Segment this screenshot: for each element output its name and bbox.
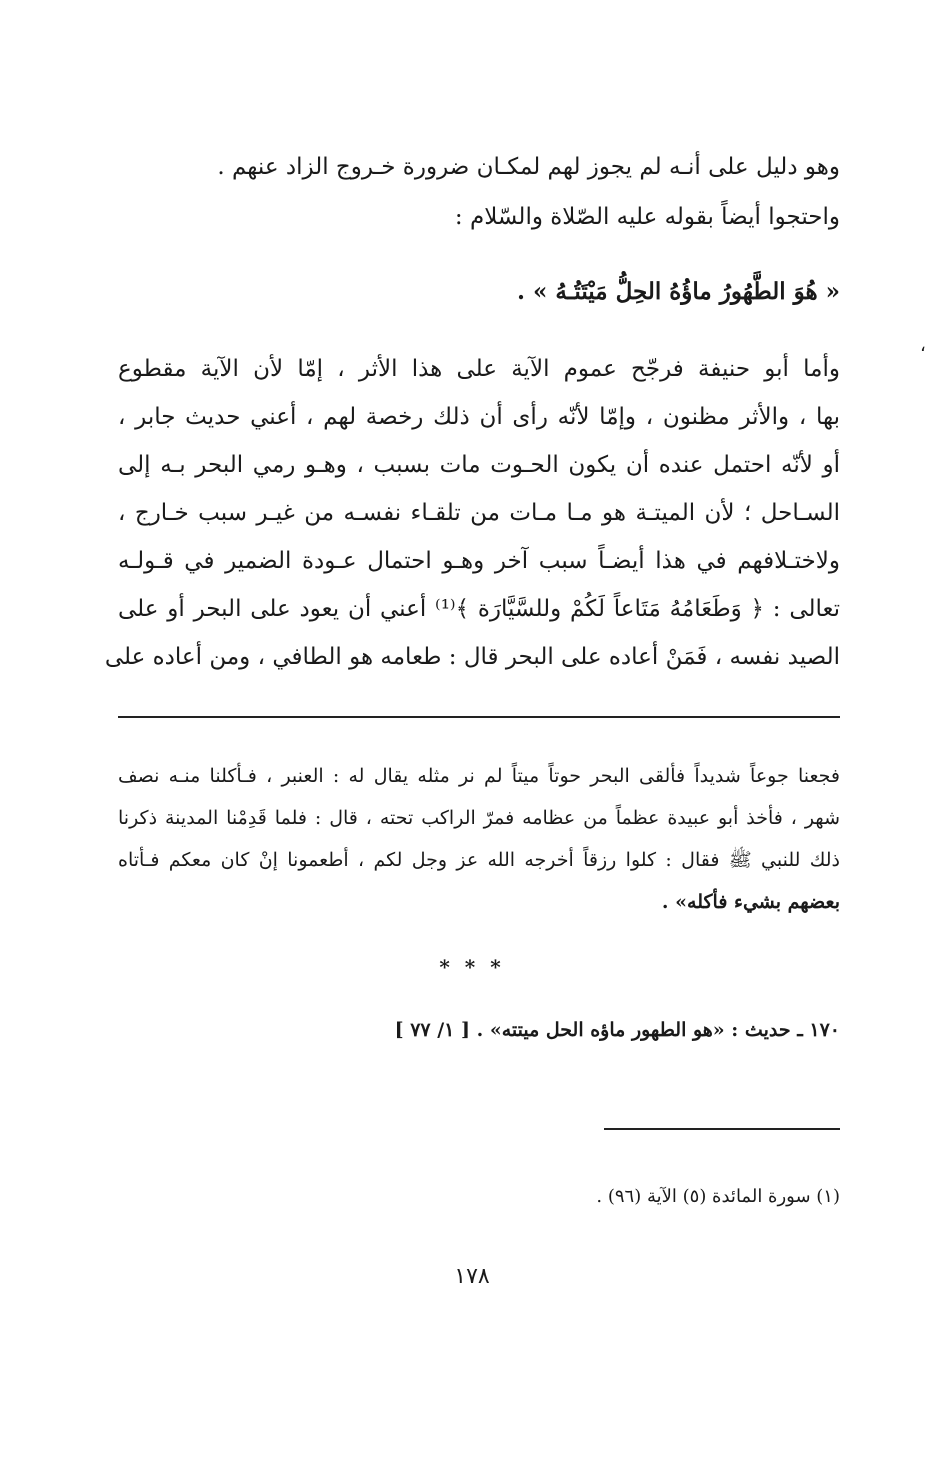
para-line-4: السـاحل ؛ لأن الميتـة هو مـا مـات من تلقـاء نفسـه من غيـر سبب خـارج ،	[118, 500, 840, 526]
note-line-3: ذلك للنبي ﷺ فقال : كلوا رزقاً أخرجه الله عز وجل لكم ، أطعمونا إنْ كان معكم فـأتاه	[118, 849, 840, 871]
para-line-6: تعالى : ﴿ وَطَعَامُهُ مَتَاعاً لَكُمْ وللسَّيَّارَة ﴾⁽¹⁾ أعني أن يعود على البحر أو على	[118, 596, 841, 622]
note-line-4: بعضهم بشيء فأكله» .	[661, 891, 840, 913]
para-line-2: بها ، والأثر مظنون ، وإمّا لأنّه رأى أن ذلك رخصة لهم ، أعني حديث جابر ،	[118, 404, 840, 430]
body-line-1: وهو دليل على أنـه لم يجوز لهم لمكـان ضرورة خـروج الزاد عنهم .	[217, 154, 840, 180]
note-line-2: شهر ، فأخذ أبو عبيدة عظماً من عظامه فمرّ الراكب تحته ، قال : فلما قَدِمْنا المدينة ذكرنا	[118, 807, 840, 829]
body-line-2: واحتجوا أيضاً بقوله عليه الصّلاة والسّلام :	[454, 204, 840, 230]
main-separator-rule	[118, 716, 840, 718]
hadith-reference: ١٧٠ ـ حديث : «هو الطهور ماؤه الحل ميتته» . [ ١/ ٧٧ ]	[394, 1019, 840, 1041]
footnote-1: (١) سورة المائدة (٥) الآية (٩٦) .	[596, 1186, 840, 1207]
margin-mark: ،	[920, 335, 926, 356]
page-number: ١٧٨	[454, 1264, 490, 1289]
para-line-1: وأما أبو حنيفة فرجّح عموم الآية على هذا الأثر ، إمّا لأن الآية مقطوع	[118, 356, 840, 382]
note-line-1: فجعنا جوعاً شديداً فألقى البحر حوتاً ميتاً لم نر مثله يقال له : العنبر ، فـأكلنا منـه نصف	[118, 765, 840, 787]
section-separator: * * *	[439, 955, 505, 979]
footnote-rule	[604, 1128, 840, 1130]
para-line-5: ولاختـلافهم في هذا أيضـاً سبب آخر وهـو احتمال عـودة الضمير في قـولـه	[118, 548, 841, 574]
para-line-3: أو لأنّه احتمل عنده أن يكون الحـوت مات بسبب ، وهـو رمي البحر بـه إلى	[118, 452, 840, 478]
hadith-quote: « هُوَ الطَّهُورُ ماؤُهُ الحِلُّ مَيْتَتُـهُ » .	[516, 278, 840, 305]
para-line-7: الصيد نفسه ، فَمَنْ أعاده على البحر قال : طعامه هو الطافي ، ومن أعاده على	[104, 644, 840, 670]
